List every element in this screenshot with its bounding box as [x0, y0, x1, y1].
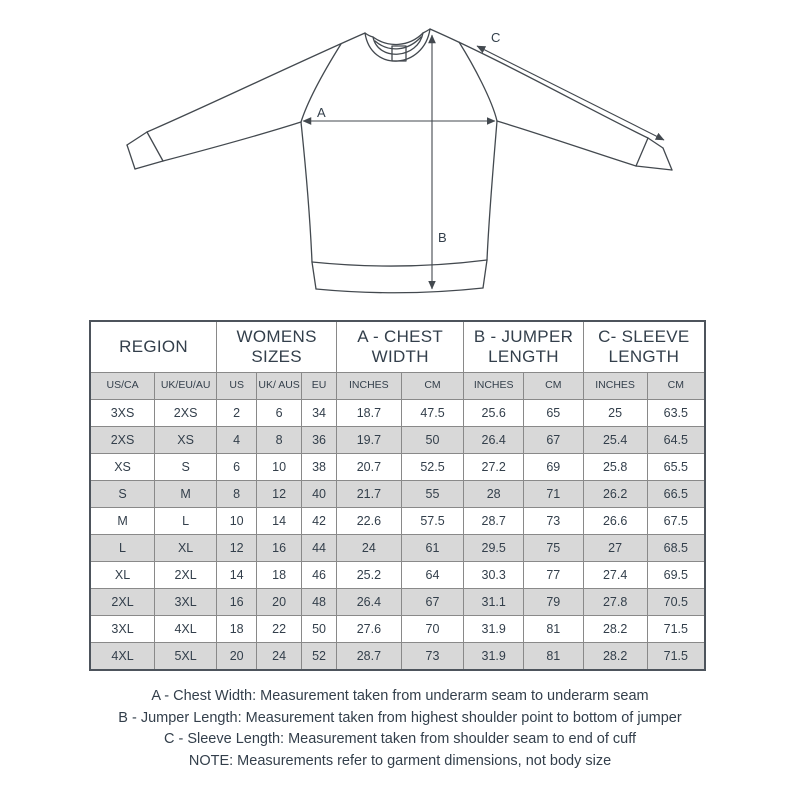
size-cell: 46: [302, 562, 337, 589]
column-header: INCHES: [464, 373, 524, 400]
column-header: CM: [647, 373, 705, 400]
size-cell: 81: [524, 616, 584, 643]
note-jumper-length: B - Jumper Length: Measurement taken from highest shoulder point to bottom of jumper: [118, 709, 682, 726]
size-cell: 12: [217, 535, 257, 562]
note-sleeve-length: C - Sleeve Length: Measurement taken from shoulder seam to end of cuff: [163, 731, 637, 747]
column-group-header: A - CHEST WIDTH: [337, 321, 464, 373]
size-cell: 31.1: [464, 589, 524, 616]
size-cell: 40: [302, 481, 337, 508]
size-cell: 4: [217, 427, 257, 454]
left-sleeve-underside: [163, 122, 301, 161]
size-cell: 63.5: [647, 400, 705, 427]
size-cell: 2XL: [90, 589, 155, 616]
size-cell: 25.6: [464, 400, 524, 427]
size-cell: 2: [217, 400, 257, 427]
right-armhole-seam: [459, 42, 497, 121]
label-b: B: [438, 230, 447, 245]
size-cell: 42: [302, 508, 337, 535]
size-cell: 27.6: [337, 616, 402, 643]
collar-inner: [373, 33, 423, 54]
size-cell: 27.2: [464, 454, 524, 481]
size-table: [89, 320, 706, 671]
note-garment-dimensions: NOTE: Measurements refer to garment dimensions, not body size: [188, 752, 612, 769]
size-cell: 12: [257, 481, 302, 508]
size-cell: 4XL: [155, 616, 217, 643]
size-cell: 26.2: [583, 481, 647, 508]
size-cell: 22: [257, 616, 302, 643]
body-left-side: [301, 122, 312, 262]
size-cell: 71.5: [647, 643, 705, 671]
size-row: [90, 616, 705, 643]
size-cell: 71.5: [647, 616, 705, 643]
size-cell: 81: [524, 643, 584, 671]
right-cuff-bottom: [636, 166, 672, 170]
sweater-outline: [127, 29, 672, 293]
size-row: [90, 454, 705, 481]
size-cell: 67: [524, 427, 584, 454]
size-cell: 2XL: [155, 562, 217, 589]
column-header: US: [217, 373, 257, 400]
size-cell: 69: [524, 454, 584, 481]
size-cell: 3XS: [90, 400, 155, 427]
size-cell: 25.4: [583, 427, 647, 454]
size-cell: 10: [217, 508, 257, 535]
label-c: C: [491, 30, 501, 45]
size-row: [90, 481, 705, 508]
size-cell: 71: [524, 481, 584, 508]
size-row: [90, 643, 705, 671]
column-header: INCHES: [337, 373, 402, 400]
size-cell: 6: [217, 454, 257, 481]
column-header: CM: [401, 373, 464, 400]
size-cell: 73: [401, 643, 464, 671]
size-cell: XS: [155, 427, 217, 454]
size-cell: 65: [524, 400, 584, 427]
hem-seam: [312, 260, 487, 266]
column-group-header: WOMENS SIZES: [217, 321, 337, 373]
size-cell: 24: [337, 535, 402, 562]
note-chest-width: A - Chest Width: Measurement taken from underarm seam to underarm seam: [151, 688, 649, 704]
size-cell: 77: [524, 562, 584, 589]
size-cell: 50: [401, 427, 464, 454]
size-cell: 28.2: [583, 643, 647, 671]
size-cell: 27.4: [583, 562, 647, 589]
hem-right-edge: [483, 260, 487, 288]
size-cell: 28.7: [464, 508, 524, 535]
size-cell: S: [155, 454, 217, 481]
size-cell: 18: [257, 562, 302, 589]
size-cell: 47.5: [401, 400, 464, 427]
column-group-header: B - JUMPER LENGTH: [464, 321, 583, 373]
column-group-header: C- SLEEVE LENGTH: [583, 321, 705, 373]
table-subheader-row: [90, 373, 705, 400]
size-cell: 48: [302, 589, 337, 616]
size-cell: 65.5: [647, 454, 705, 481]
size-cell: 79: [524, 589, 584, 616]
table-body: [90, 400, 705, 671]
left-sleeve-top: [127, 33, 365, 145]
table-group-row: [90, 321, 705, 373]
size-cell: 26.4: [464, 427, 524, 454]
size-cell: 14: [217, 562, 257, 589]
size-row: [90, 427, 705, 454]
body-right-side: [487, 121, 497, 260]
size-cell: 52: [302, 643, 337, 671]
column-group-header: REGION: [90, 321, 217, 373]
size-cell: 24: [257, 643, 302, 671]
size-cell: 25: [583, 400, 647, 427]
size-cell: 26.6: [583, 508, 647, 535]
size-cell: 75: [524, 535, 584, 562]
size-cell: 8: [217, 481, 257, 508]
left-cuff-bottom: [135, 161, 163, 169]
size-cell: 38: [302, 454, 337, 481]
size-cell: 64.5: [647, 427, 705, 454]
size-cell: 28: [464, 481, 524, 508]
size-cell: 3XL: [155, 589, 217, 616]
size-cell: 20: [217, 643, 257, 671]
size-cell: S: [90, 481, 155, 508]
jumper-diagram: [0, 0, 800, 312]
right-cuff-seam: [636, 138, 648, 166]
size-cell: 50: [302, 616, 337, 643]
size-cell: 69.5: [647, 562, 705, 589]
size-cell: L: [155, 508, 217, 535]
size-cell: 70.5: [647, 589, 705, 616]
size-cell: 44: [302, 535, 337, 562]
size-cell: 25.8: [583, 454, 647, 481]
size-cell: XL: [155, 535, 217, 562]
size-cell: 6: [257, 400, 302, 427]
arrow-c-sleeve-length: [477, 46, 664, 140]
size-cell: 18: [217, 616, 257, 643]
size-cell: 31.9: [464, 643, 524, 671]
left-cuff-outer: [127, 145, 135, 169]
column-header: CM: [524, 373, 584, 400]
size-cell: 57.5: [401, 508, 464, 535]
right-sleeve-underside: [497, 121, 636, 166]
size-cell: 70: [401, 616, 464, 643]
right-cuff-outer: [663, 148, 672, 170]
size-cell: 34: [302, 400, 337, 427]
size-cell: 55: [401, 481, 464, 508]
size-cell: 5XL: [155, 643, 217, 671]
size-cell: 52.5: [401, 454, 464, 481]
size-cell: 20.7: [337, 454, 402, 481]
measurement-arrows: [303, 30, 664, 289]
size-cell: 27: [583, 535, 647, 562]
size-cell: 2XS: [155, 400, 217, 427]
size-cell: 16: [257, 535, 302, 562]
size-row: [90, 400, 705, 427]
label-a: A: [317, 105, 326, 120]
size-cell: 10: [257, 454, 302, 481]
size-cell: 19.7: [337, 427, 402, 454]
size-cell: M: [90, 508, 155, 535]
size-cell: XS: [90, 454, 155, 481]
size-cell: 14: [257, 508, 302, 535]
size-cell: 64: [401, 562, 464, 589]
jumper-diagram-wrap: [0, 0, 800, 312]
size-cell: 28.2: [583, 616, 647, 643]
size-cell: 4XL: [90, 643, 155, 671]
size-cell: 22.6: [337, 508, 402, 535]
size-cell: 27.8: [583, 589, 647, 616]
column-header: UK/ AUS: [257, 373, 302, 400]
right-sleeve-top: [430, 29, 663, 148]
column-header: INCHES: [583, 373, 647, 400]
size-cell: 29.5: [464, 535, 524, 562]
size-cell: M: [155, 481, 217, 508]
size-row: [90, 589, 705, 616]
size-cell: XL: [90, 562, 155, 589]
size-cell: 67.5: [647, 508, 705, 535]
size-cell: 26.4: [337, 589, 402, 616]
size-cell: 66.5: [647, 481, 705, 508]
measurement-notes: [0, 686, 800, 772]
size-cell: 73: [524, 508, 584, 535]
size-cell: 61: [401, 535, 464, 562]
size-cell: 2XS: [90, 427, 155, 454]
hem-left-edge: [312, 262, 316, 289]
size-cell: 28.7: [337, 643, 402, 671]
size-cell: 67: [401, 589, 464, 616]
size-cell: 16: [217, 589, 257, 616]
size-row: [90, 535, 705, 562]
size-cell: 25.2: [337, 562, 402, 589]
column-header: EU: [302, 373, 337, 400]
size-row: [90, 508, 705, 535]
size-row: [90, 562, 705, 589]
size-cell: 18.7: [337, 400, 402, 427]
size-cell: 31.9: [464, 616, 524, 643]
size-cell: 21.7: [337, 481, 402, 508]
column-header: US/CA: [90, 373, 155, 400]
left-cuff-seam: [147, 132, 163, 161]
size-cell: 68.5: [647, 535, 705, 562]
size-cell: 20: [257, 589, 302, 616]
column-header: UK/EU/AU: [155, 373, 217, 400]
size-cell: 30.3: [464, 562, 524, 589]
size-cell: 8: [257, 427, 302, 454]
size-cell: 36: [302, 427, 337, 454]
size-cell: 3XL: [90, 616, 155, 643]
size-cell: L: [90, 535, 155, 562]
hem-bottom: [316, 288, 483, 293]
